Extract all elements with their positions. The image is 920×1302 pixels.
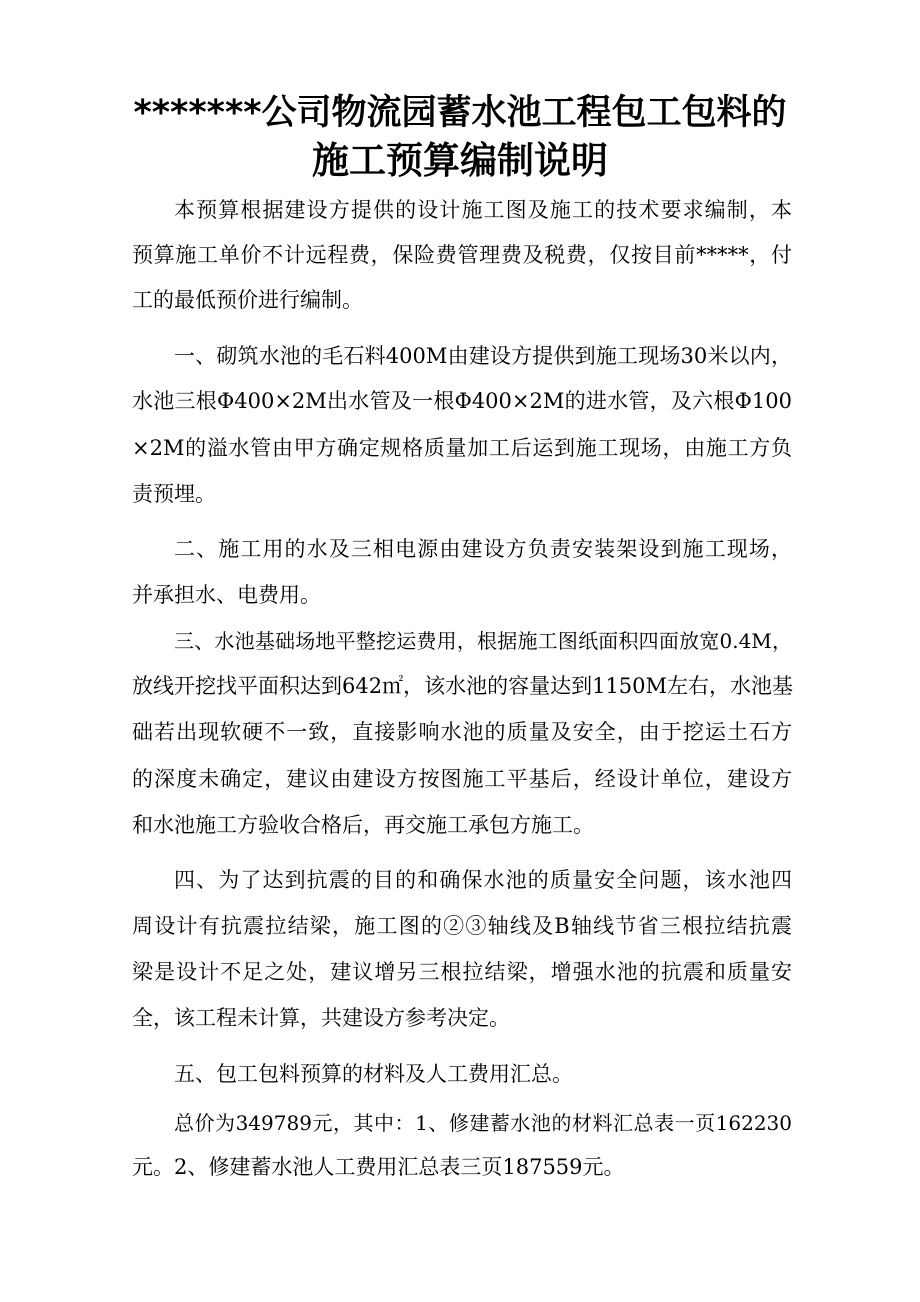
paragraph-line: 和水池施工方验收合格后，再交施工承包方施工。 <box>132 813 594 837</box>
paragraph-line: 全，该工程未计算，共建设方参考决定。 <box>132 1006 510 1030</box>
paragraph-line: 预算施工单价不计远程费，保险费管理费及税费，仅按目前*****，付 <box>132 243 792 267</box>
paragraph-line: 二、施工用的水及三相电源由建设方负责安装架设到施工现场， <box>174 537 792 561</box>
paragraph-line: 工的最低预价进行编制。 <box>132 288 363 312</box>
paragraph-line: 放线开挖找平面积达到642㎡，该水池的容量达到1150M左右，水池基 <box>132 674 794 698</box>
paragraph-line: 并承担水、电费用。 <box>132 583 321 607</box>
document-title-line-1: *******公司物流园蓄水池工程包工包料的 <box>133 93 787 133</box>
paragraph-line: 元。2、修建蓄水池人工费用汇总表三页187559元。 <box>132 1155 625 1179</box>
paragraph-line: 总价为349789元，其中：1、修建蓄水池的材料汇总表一页162230 <box>174 1111 792 1135</box>
paragraph-line: ×2M的溢水管由甲方确定规格质量加工后运到施工现场，由施工方负 <box>132 436 792 460</box>
paragraph-line: 水池三根Φ400×2M出水管及一根Φ400×2M的进水管，及六根Φ100 <box>132 389 792 413</box>
paragraph-line: 五、包工包料预算的材料及人工费用汇总。 <box>174 1062 573 1086</box>
paragraph-line: 一、砌筑水池的毛石料400M由建设方提供到施工现场30米以内， <box>174 344 792 368</box>
paragraph-line: 责预埋。 <box>132 482 216 506</box>
paragraph-line: 梁是设计不足之处，建议增另三根拉结梁，增强水池的抗震和质量安 <box>132 960 792 984</box>
paragraph-line: 三、水池基础场地平整挖运费用，根据施工图纸面积四面放宽0.4M， <box>174 629 792 653</box>
paragraph-line: 本预算根据建设方提供的设计施工图及施工的技术要求编制，本 <box>174 198 792 222</box>
document-title-line-2: 施工预算编制说明 <box>312 139 608 182</box>
paragraph-line: 础若出现软硬不一致，直接影响水池的质量及安全，由于挖运土石方 <box>132 720 792 744</box>
paragraph-line: 的深度未确定，建议由建设方按图施工平基后，经设计单位，建设方 <box>132 767 792 791</box>
paragraph-line: 周设计有抗震拉结梁，施工图的②③轴线及B轴线节省三根拉结抗震 <box>132 914 792 938</box>
paragraph-line: 四、为了达到抗震的目的和确保水池的质量安全问题，该水池四 <box>174 868 792 892</box>
